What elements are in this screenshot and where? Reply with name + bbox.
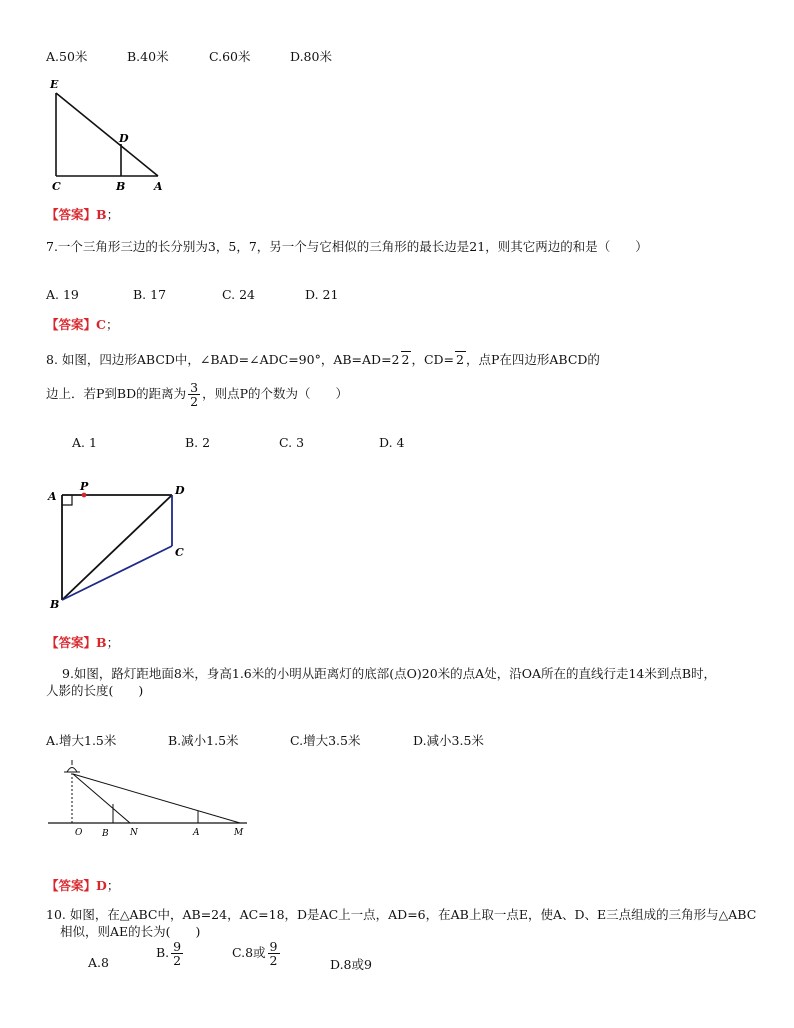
q9-answer-value: D bbox=[96, 878, 107, 893]
q10-option-b-den: 2 bbox=[173, 953, 182, 969]
q8-answer bbox=[46, 633, 119, 651]
q9-option-d: D.减小3.5米 bbox=[413, 733, 484, 748]
q6-option-d: D.80米 bbox=[290, 49, 332, 64]
q10-option-d: D.8或9 bbox=[330, 957, 372, 972]
q6-label-c: C bbox=[52, 180, 61, 193]
q9-option-c: C.增大3.5米 bbox=[290, 733, 361, 748]
q8-sqrt2: 2 bbox=[456, 352, 464, 367]
q7-option-d: D. 21 bbox=[305, 287, 339, 302]
q8-question-line1 bbox=[46, 350, 600, 368]
q8-question-line2 bbox=[46, 381, 348, 408]
q10-question-line1: 10. 如图，在△ABC中，AB=24，AC=18，D是AC上一点，AD=6，在AB上取一点E，使A、D、E三点组成的三角形与△ABC bbox=[46, 907, 757, 922]
q7-answer-label: 【答案】 bbox=[46, 317, 97, 332]
q6-label-e: E bbox=[50, 78, 59, 91]
q8-text-line2a: 边上．若P到BD的距离为 bbox=[46, 386, 187, 402]
q8-frac-num: 3 bbox=[190, 380, 199, 395]
q10-option-a: A.8 bbox=[88, 955, 109, 970]
q6-label-d: D bbox=[119, 132, 129, 145]
q10-option-c-prefix: C.8或 bbox=[232, 945, 266, 961]
q8-answer-sep: ； bbox=[106, 635, 120, 650]
q7-answer-sep: ； bbox=[105, 317, 119, 332]
q10-option-c-num: 9 bbox=[269, 939, 278, 954]
q8-answer-label: 【答案】 bbox=[46, 635, 97, 650]
q10-option-b-num: 9 bbox=[173, 939, 182, 954]
q9-label-o: O bbox=[75, 828, 83, 838]
q7-answer-value: C bbox=[96, 317, 106, 332]
q9-label-a: A bbox=[193, 828, 200, 838]
q8-label-p: P bbox=[80, 480, 89, 493]
q10-option-b bbox=[156, 940, 185, 967]
q8-fraction bbox=[188, 381, 200, 408]
q6-label-a: A bbox=[154, 180, 163, 193]
q6-label-b: B bbox=[116, 180, 126, 193]
q8-label-a: A bbox=[48, 490, 57, 503]
q8-frac-den: 2 bbox=[190, 394, 199, 410]
q6-figure bbox=[40, 74, 180, 196]
q6-option-c: C.60米 bbox=[209, 49, 251, 64]
q6-answer-value: B bbox=[96, 207, 107, 222]
q10-option-c-den: 2 bbox=[269, 953, 278, 969]
q6-answer-sep: ； bbox=[106, 207, 120, 222]
q9-option-a: A.增大1.5米 bbox=[46, 733, 117, 748]
q7-answer bbox=[46, 315, 118, 333]
q8-text-part1: 8. 如图，四边形ABCD中，∠BAD=∠ADC=90°，AB=AD=2 bbox=[46, 352, 400, 367]
q8-label-c: C bbox=[175, 546, 184, 559]
q10-option-b-fraction bbox=[171, 940, 183, 967]
q9-answer-sep: ； bbox=[106, 878, 120, 893]
q8-point-p bbox=[82, 493, 87, 498]
q9-label-m: M bbox=[234, 828, 244, 838]
q9-answer-label: 【答案】 bbox=[46, 878, 97, 893]
q8-option-c: C. 3 bbox=[279, 435, 305, 450]
q8-text-part3: ，点P在四边形ABCD的 bbox=[465, 352, 600, 367]
q8-label-b: B bbox=[50, 598, 60, 611]
q6-answer-label: 【答案】 bbox=[46, 207, 97, 222]
q9-question-line2: 人影的长度( ) bbox=[46, 683, 144, 698]
q7-option-a: A. 19 bbox=[46, 287, 79, 302]
q8-option-a: A. 1 bbox=[72, 435, 97, 450]
q9-label-b: B bbox=[102, 829, 109, 839]
q10-option-b-prefix: B. bbox=[156, 945, 170, 961]
q6-option-b: B.40米 bbox=[127, 49, 169, 64]
q7-option-b: B. 17 bbox=[133, 287, 167, 302]
q6-option-a: A.50米 bbox=[46, 49, 88, 64]
q9-option-b: B.减小1.5米 bbox=[168, 733, 239, 748]
q8-label-d: D bbox=[175, 484, 185, 497]
q7-question: 7.一个三角形三边的长分别为3，5，7，另一个与它相似的三角形的最长边是21，则其它两边的和是（ ） bbox=[46, 239, 648, 254]
q9-figure bbox=[42, 756, 252, 842]
q8-sqrt1: 2 bbox=[401, 352, 410, 367]
q9-label-n: N bbox=[130, 828, 138, 838]
q8-option-d: D. 4 bbox=[379, 435, 405, 450]
q9-answer bbox=[46, 876, 119, 894]
q8-figure bbox=[42, 478, 202, 613]
street-lamp-icon bbox=[64, 760, 80, 772]
q10-option-c-fraction bbox=[268, 940, 280, 967]
q10-option-c bbox=[232, 940, 282, 967]
q8-answer-value: B bbox=[96, 635, 107, 650]
q7-option-c: C. 24 bbox=[222, 287, 255, 302]
q8-option-b: B. 2 bbox=[185, 435, 211, 450]
q9-question-line1: 9.如图，路灯距地面8米，身高1.6米的小明从距离灯的底部(点O)20米的点A处，沿OA所在的直线行走14米到点B时， bbox=[62, 666, 717, 681]
q6-answer bbox=[46, 205, 119, 223]
q10-question-line2: 相似，则AE的长为( ) bbox=[60, 924, 201, 939]
q8-text-line2b: ，则点P的个数为（ ） bbox=[202, 386, 348, 402]
q8-text-part2: ，CD= bbox=[411, 352, 455, 367]
